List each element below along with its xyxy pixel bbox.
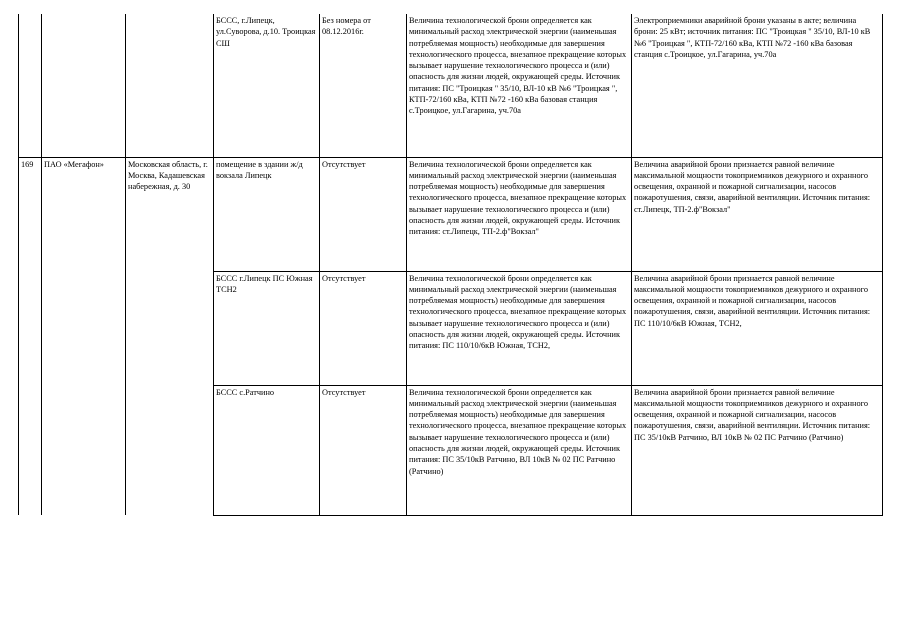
cell-object: помещение в здании ж/д вокзала Липецк [214,157,320,271]
cell-emergency-reserve: Электроприемники аварийной брони указаны в акте; величина брони: 25 кВт; источник питания: ПС "Троицкая " 35/10, ВЛ-10 кВ №6 "Троицкая ", КТП-72/160 кВа, КТП №72 -160 кВа базовая станция с.Троицкое, ул.Гагарина, уч.70а [632,14,883,157]
cell-documents: Без номера от 08.12.2016г. [320,14,407,157]
cell-org: ПАО «Мегафон» [42,157,126,515]
table-row [19,14,883,157]
reservation-table [18,14,883,516]
cell-emergency-reserve: Величина аварийной брони признается равной величине максимальной мощности токоприемников дежурного и охранного освещения, охранной и пожарной сигнализации, насосов пожаротушения, связи, аварийной вентиляции. Источник питания: ст.Липецк, ТП-2.ф"Вокзал" [632,157,883,271]
cell-documents: Отсутствует [320,271,407,385]
cell-technological-reserve: Величина технологической брони определяется как минимальный расход электрической энергии (наименьшая потребляемая мощность) необходимые для завершения технологического процесса, внезапное прекращение которых вызывает нарушение технологического процесса и (или) опасность для жизни людей, окружающей среды. Источник питания: ПС 35/10кВ Ратчино, ВЛ 10кВ № 02 ПС Ратчино (Ратчино) [407,385,632,515]
cell-object: БССС г.Липецк ПС Южная ТСН2 [214,271,320,385]
cell-technological-reserve: Величина технологической брони определяется как минимальный расход электрической энергии (наименьшая потребляемая мощность) необходимые для завершения технологического процесса, внезапное прекращение которых вызывает нарушение технологического процесса и (или) опасность для жизни людей, окружающей среды. Источник питания: ст.Липецк, ТП-2.ф"Вокзал" [407,157,632,271]
cell-technological-reserve: Величина технологической брони определяется как минимальный расход электрической энергии (наименьшая потребляемая мощность) необходимые для завершения технологического процесса, внезапное прекращение которых вызывает нарушение технологического процесса и (или) опасность для жизни людей, окружающей среды. Источник питания: ПС "Троицкая " 35/10, ВЛ-10 кВ №6 "Троицкая ", КТП-72/160 кВа, КТП №72 -160 кВа базовая станция с.Троицкое, ул.Гагарина, уч.70а [407,14,632,157]
cell-object: БССС, г.Липецк, ул.Суворова, д.10. Троицкая СШ [214,14,320,157]
cell-address [126,14,214,157]
cell-num [19,14,42,157]
cell-object: БССС с.Ратчино [214,385,320,515]
cell-address: Московская область, г. Москва, Кадашевская набережная, д. 30 [126,157,214,515]
cell-org [42,14,126,157]
cell-technological-reserve: Величина технологической брони определяется как минимальный расход электрической энергии (наименьшая потребляемая мощность) необходимые для завершения технологического процесса, внезапное прекращение которых вызывает нарушение технологического процесса и (или) опасность для жизни людей, окружающей среды. Источник питания: ПС 110/10/6кВ Южная, ТСН2, [407,271,632,385]
cell-documents: Отсутствует [320,157,407,271]
cell-num: 169 [19,157,42,515]
cell-documents: Отсутствует [320,385,407,515]
cell-emergency-reserve: Величина аварийной брони признается равной величине максимальной мощности токоприемников дежурного и охранного освещения, охранной и пожарной сигнализации, насосов пожаротушения, связи, аварийной вентиляции. Источник питания: ПС 35/10кВ Ратчино, ВЛ 10кВ № 02 ПС Ратчино (Ратчино) [632,385,883,515]
cell-emergency-reserve: Величина аварийной брони признается равной величине максимальной мощности токоприемников дежурного и охранного освещения, охранной и пожарной сигнализации, насосов пожаротушения, связи, аварийной вентиляции. Источник питания: ПС 110/10/6кВ Южная, ТСН2, [632,271,883,385]
table-row [19,157,883,271]
